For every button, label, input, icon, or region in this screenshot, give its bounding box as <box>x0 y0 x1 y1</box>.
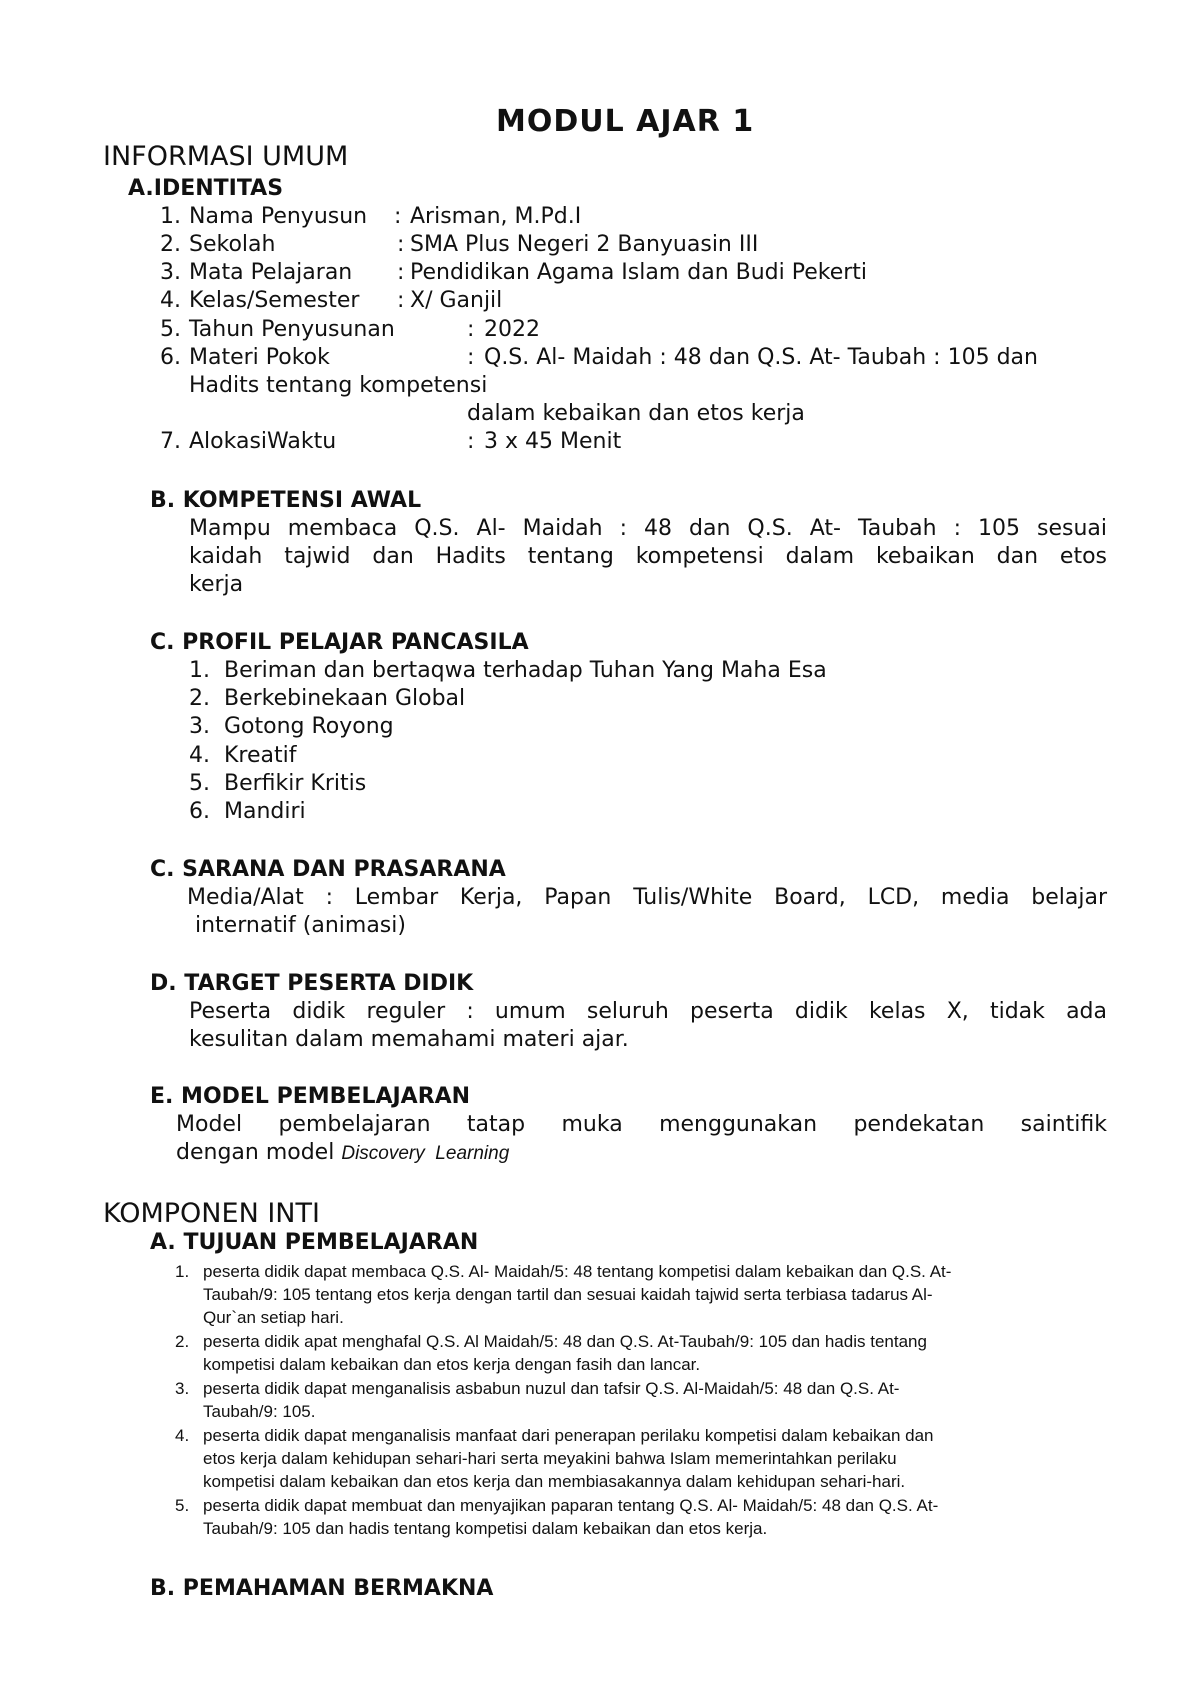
tujuan-line: peserta didik dapat menganalisis asbabun nuzul dan tafsir Q.S. Al-Maidah/5: 48 dan Q.S. At- <box>203 1379 900 1398</box>
identitas-num: 2. <box>160 232 181 257</box>
tujuan-line: peserta didik dapat menganalisis manfaat dari penerapan perilaku kompetisi dalam kebaikan dan <box>203 1426 934 1445</box>
identitas-num: 3. <box>160 260 181 285</box>
model-line <box>176 1140 509 1165</box>
tujuan-num: 1. <box>175 1262 190 1281</box>
identitas-num: 1. <box>160 204 181 229</box>
subheading-kompetensi-awal: B. KOMPETENSI AWAL <box>150 488 422 513</box>
subheading-sarana-prasarana: C. SARANA DAN PRASARANA <box>150 857 506 882</box>
tujuan-line: Taubah/9: 105 dan hadis tentang kompetisi dalam kebaikan dan etos kerja. <box>203 1519 768 1538</box>
identitas-sep: : <box>397 260 405 285</box>
kompetensi-awal-line: kerja <box>189 572 244 597</box>
identitas-label: AlokasiWaktu <box>189 429 337 454</box>
profil-item: Berkebinekaan Global <box>224 686 466 711</box>
tujuan-line: Taubah/9: 105 tentang etos kerja dengan tartil dan sesuai kaidah tajwid serta terbiasa tadarus Al- <box>203 1285 933 1304</box>
identitas-value: SMA Plus Negeri 2 Banyuasin III <box>410 232 759 257</box>
tujuan-line: Qur`an setiap hari. <box>203 1308 344 1327</box>
section-heading-informasi-umum: INFORMASI UMUM <box>103 141 349 172</box>
identitas-sep: : <box>467 317 475 342</box>
profil-num: 3. <box>189 714 210 739</box>
subheading-target-peserta-didik: D. TARGET PESERTA DIDIK <box>150 971 474 996</box>
identitas-value-continuation: Hadits tentang kompetensi <box>189 373 488 398</box>
tujuan-num: 4. <box>175 1426 190 1445</box>
subheading-tujuan-pembelajaran: A. TUJUAN PEMBELAJARAN <box>150 1230 479 1255</box>
identitas-num: 5. <box>160 317 181 342</box>
identitas-sep: : <box>467 345 475 370</box>
profil-item: Beriman dan bertaqwa terhadap Tuhan Yang Maha Esa <box>224 658 827 683</box>
identitas-num: 6. <box>160 345 181 370</box>
identitas-value: Pendidikan Agama Islam dan Budi Pekerti <box>410 260 868 285</box>
identitas-sep: : <box>397 288 405 313</box>
sarana-line: internatif (animasi) <box>195 913 406 938</box>
identitas-label: Tahun Penyusunan <box>189 317 395 342</box>
identitas-value: X/ Ganjil <box>410 288 503 313</box>
identitas-label: Sekolah <box>189 232 276 257</box>
identitas-sep: : <box>394 204 402 229</box>
document-title: MODUL AJAR 1 <box>496 104 755 139</box>
subheading-pemahaman-bermakna: B. PEMAHAMAN BERMAKNA <box>150 1576 494 1601</box>
sarana-line: Media/Alat : Lembar Kerja, Papan Tulis/White Board, LCD, media belajar <box>187 885 1107 910</box>
profil-num: 1. <box>189 658 210 683</box>
identitas-sep: : <box>467 429 475 454</box>
kompetensi-awal-line: kaidah tajwid dan Hadits tentang kompetensi dalam kebaikan dan etos <box>189 544 1107 569</box>
target-line: kesulitan dalam memahami materi ajar. <box>189 1027 629 1052</box>
identitas-num: 4. <box>160 288 181 313</box>
tujuan-line: kompetisi dalam kebaikan dan etos kerja dengan fasih dan lancar. <box>203 1355 701 1374</box>
identitas-num: 7. <box>160 429 181 454</box>
profil-item: Mandiri <box>224 799 306 824</box>
identitas-label: Mata Pelajaran <box>189 260 353 285</box>
identitas-label: Nama Penyusun <box>189 204 368 229</box>
subheading-model-pembelajaran: E. MODEL PEMBELAJARAN <box>150 1084 471 1109</box>
subheading-identitas: A.IDENTITAS <box>128 176 284 201</box>
profil-item: Berfikir Kritis <box>224 771 367 796</box>
profil-num: 2. <box>189 686 210 711</box>
profil-num: 4. <box>189 743 210 768</box>
model-line: Model pembelajaran tatap muka menggunakan pendekatan saintifik <box>176 1112 1107 1137</box>
profil-item: Gotong Royong <box>224 714 394 739</box>
identitas-value: Q.S. Al- Maidah : 48 dan Q.S. At- Taubah : 105 dan <box>484 345 1038 370</box>
identitas-label: Materi Pokok <box>189 345 330 370</box>
target-line: Peserta didik reguler : umum seluruh peserta didik kelas X, tidak ada <box>189 999 1107 1024</box>
tujuan-line: peserta didik apat menghafal Q.S. Al Maidah/5: 48 dan Q.S. At-Taubah/9: 105 dan hadis tentang <box>203 1332 927 1351</box>
identitas-value: Arisman, M.Pd.I <box>410 204 582 229</box>
section-heading-komponen-inti: KOMPONEN INTI <box>103 1198 320 1229</box>
identitas-value: 2022 <box>484 317 540 342</box>
kompetensi-awal-line: Mampu membaca Q.S. Al- Maidah : 48 dan Q.S. At- Taubah : 105 sesuai <box>189 516 1107 541</box>
identitas-label: Kelas/Semester <box>189 288 360 313</box>
tujuan-line: etos kerja dalam kehidupan sehari-hari serta meyakini bahwa Islam memerintahkan perilaku <box>203 1449 897 1468</box>
identitas-value-continuation: dalam kebaikan dan etos kerja <box>467 401 805 426</box>
profil-num: 5. <box>189 771 210 796</box>
identitas-value: 3 x 45 Menit <box>484 429 622 454</box>
tujuan-line: kompetisi dalam kebaikan dan etos kerja dan membiasakannya dalam kehidupan sehari-hari. <box>203 1472 906 1491</box>
tujuan-line: Taubah/9: 105. <box>203 1402 316 1421</box>
profil-item: Kreatif <box>224 743 297 768</box>
subheading-profil-pelajar-pancasila: C. PROFIL PELAJAR PANCASILA <box>150 630 529 655</box>
tujuan-line: peserta didik dapat membuat dan menyajikan paparan tentang Q.S. Al- Maidah/5: 48 dan Q.S. At- <box>203 1496 939 1515</box>
model-line-prefix: dengan model <box>176 1140 335 1165</box>
profil-num: 6. <box>189 799 210 824</box>
tujuan-num: 2. <box>175 1332 190 1351</box>
tujuan-line: peserta didik dapat membaca Q.S. Al- Maidah/5: 48 tentang kompetisi dalam kebaikan dan Q.S. At- <box>203 1262 952 1281</box>
tujuan-num: 5. <box>175 1496 190 1515</box>
identitas-sep: : <box>397 232 405 257</box>
tujuan-num: 3. <box>175 1379 190 1398</box>
model-line-italic: Discovery Learning <box>341 1143 510 1164</box>
